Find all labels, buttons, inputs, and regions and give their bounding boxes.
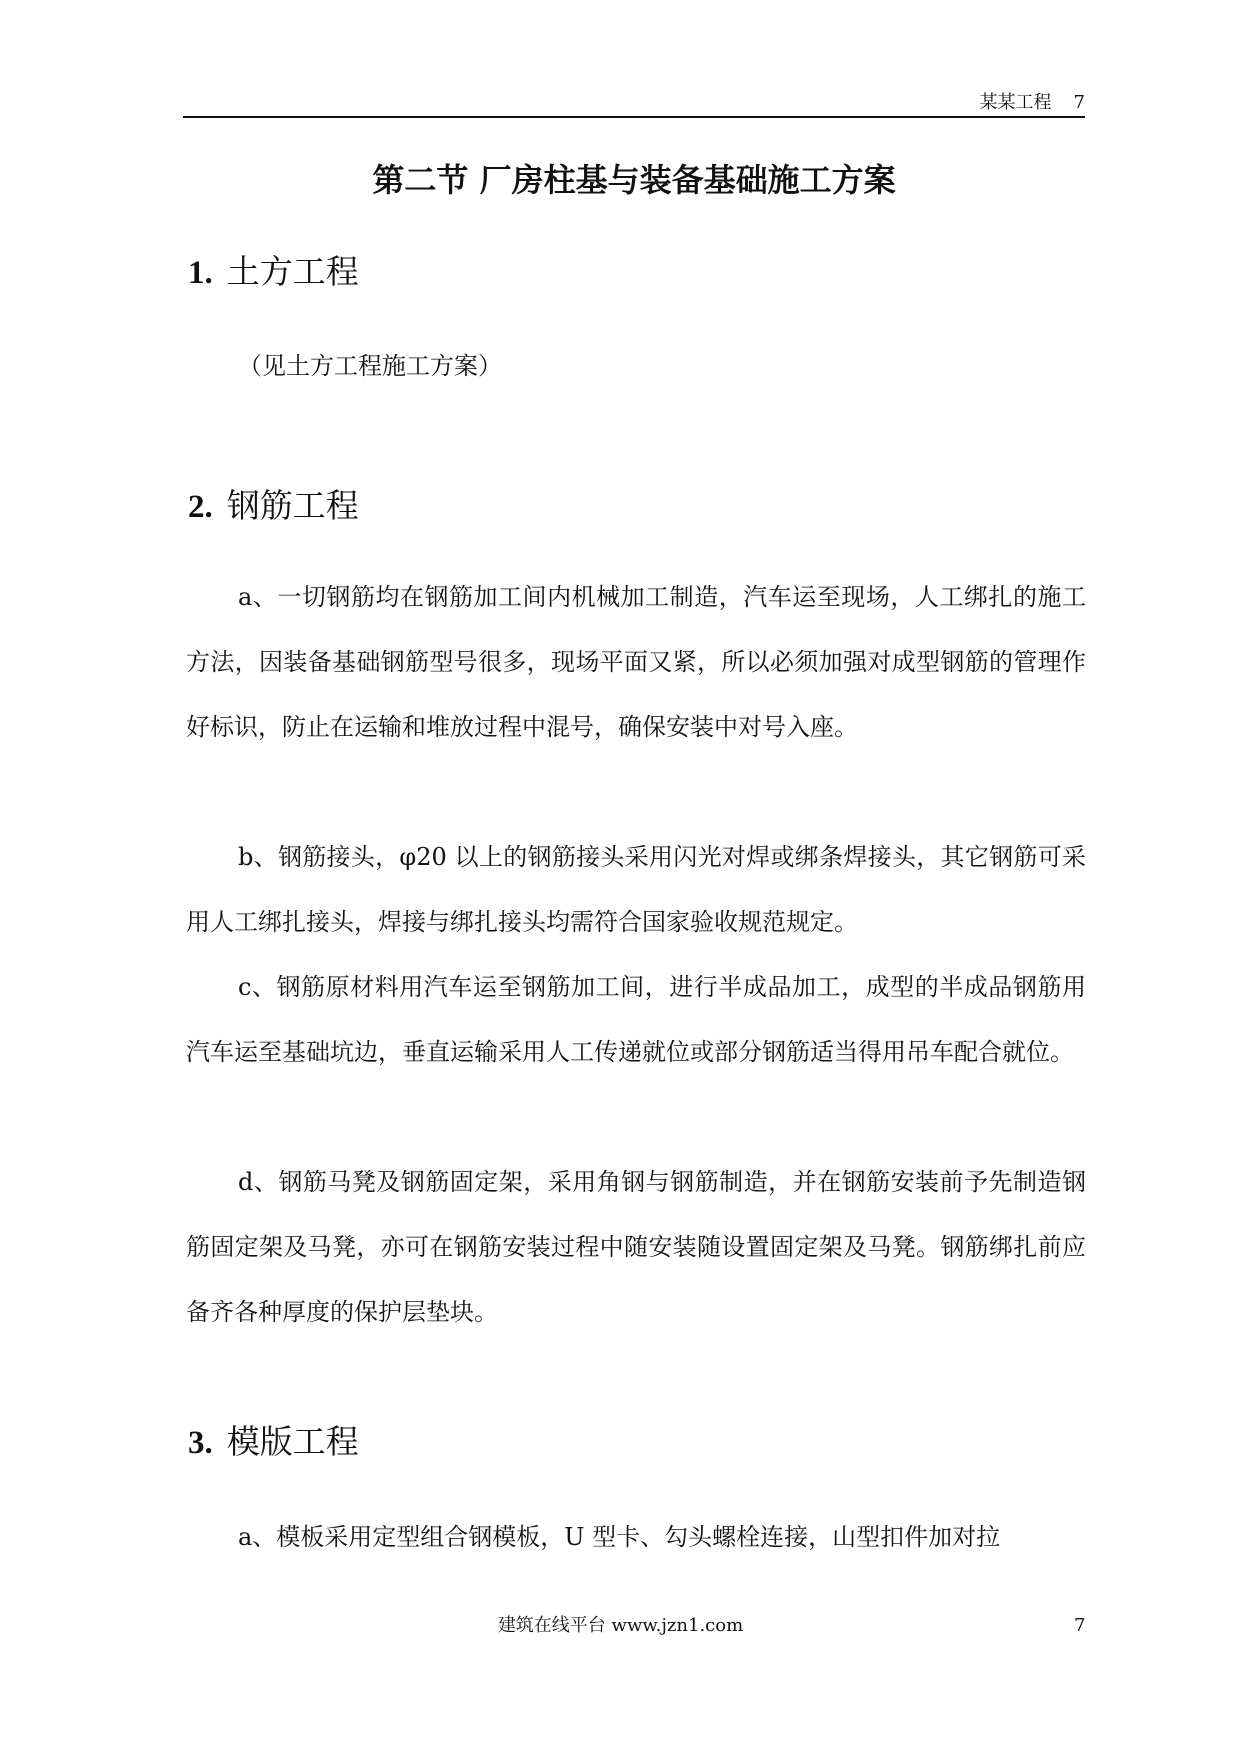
rebar-paragraph-c: c、钢筋原材料用汽车运至钢筋加工间，进行半成品加工，成型的半成品钢筋用汽车运至基础坑边，垂直运输采用人工传递就位或部分钢筋适当得用吊车配合就位。 xyxy=(186,973,1086,1066)
header-title: 某某工程 xyxy=(979,92,1052,113)
heading-text: 土方工程 xyxy=(226,252,359,291)
heading-number: 2. xyxy=(188,489,213,525)
page-footer xyxy=(0,1612,1241,1640)
heading-number: 1. xyxy=(188,255,213,291)
heading-earthwork xyxy=(188,250,359,295)
rebar-paragraph-d: d、钢筋马凳及钢筋固定架，采用角钢与钢筋制造，并在钢筋安装前予先制造钢筋固定架及马凳，亦可在钢筋安装过程中随安装随设置固定架及马凳。钢筋绑扎前应备齐各种厚度的保护层垫块。 xyxy=(186,1168,1086,1326)
heading-formwork xyxy=(188,1420,359,1465)
rebar-paragraph-a: a、一切钢筋均在钢筋加工间内机械加工制造，汽车运至现场，人工绑扎的施工方法，因装备基础钢筋型号很多，现场平面又紧，所以必须加强对成型钢筋的管理作好标识，防止在运输和堆放过程中混号，确保安装中对号入座。 xyxy=(186,583,1086,741)
footer-page-number: 7 xyxy=(1074,1615,1086,1636)
heading-text: 模版工程 xyxy=(226,1422,359,1461)
header-page-number: 7 xyxy=(1073,92,1085,113)
heading-text: 钢筋工程 xyxy=(226,486,359,525)
formwork-paragraph-a: a、模板采用定型组合钢模板，U 型卡、勾头螺栓连接，山型扣件加对拉 xyxy=(238,1523,1001,1551)
heading-number: 3. xyxy=(188,1425,213,1461)
heading-rebar xyxy=(188,484,359,529)
earthwork-note: （见土方工程施工方案） xyxy=(238,352,502,380)
rebar-paragraph-b: b、钢筋接头，φ20 以上的钢筋接头采用闪光对焊或绑条焊接头，其它钢筋可采用人工绑扎接头，焊接与绑扎接头均需符合国家验收规范规定。 xyxy=(186,843,1086,936)
footer-text: 建筑在线平台 www.jzn1.com xyxy=(497,1615,744,1636)
page-header xyxy=(183,82,1085,118)
header-text xyxy=(980,88,1085,114)
section-title: 第二节 厂房柱基与装备基础施工方案 xyxy=(372,161,896,199)
